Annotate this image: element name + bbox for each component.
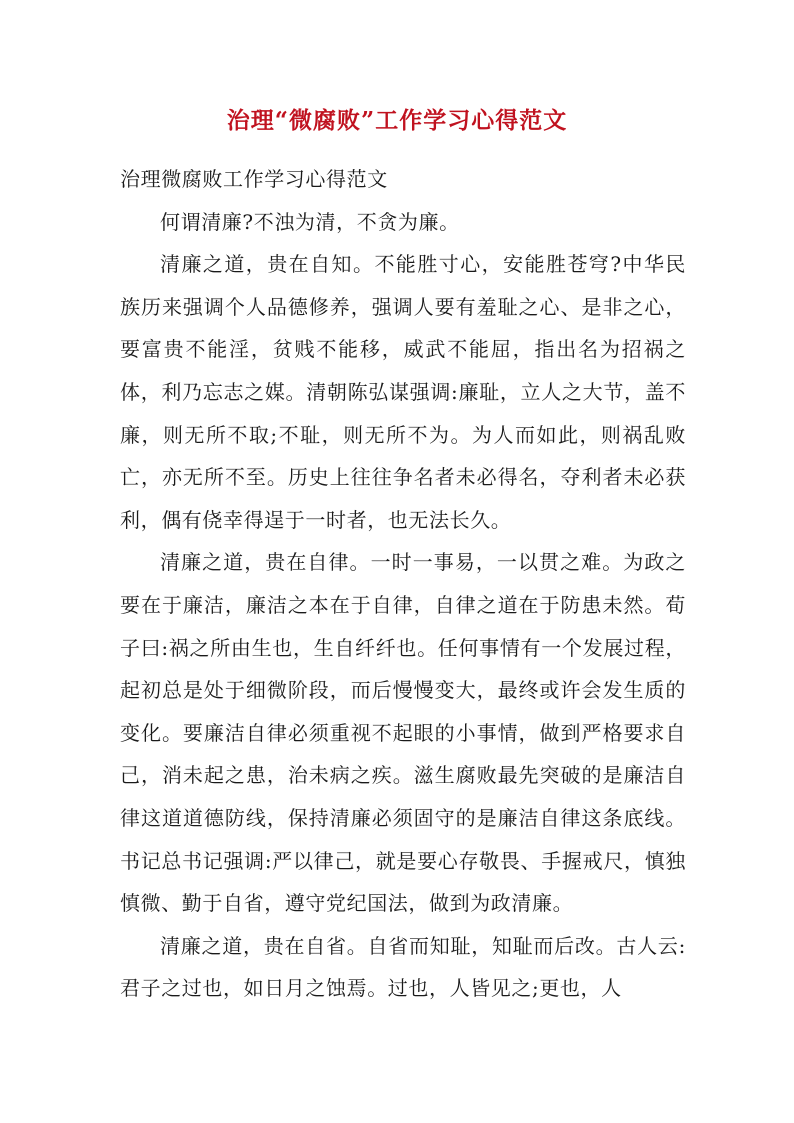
document-subtitle: 治理微腐败工作学习心得范文 <box>120 167 388 191</box>
paragraph-3: 清廉之道，贵在自律。一时一事易，一以贯之难。为政之要在于廉洁，廉洁之本在于自律，自律之道在于防患未然。荀子曰:祸之所由生也，生自纤纤也。任何事情有一个发展过程，起初总是处于细微阶段，而后慢慢变大，最终或许会发生质的变化。要廉洁自律必须重视不起眼的小事情，做到严格要求自己，消未起之患，治未病之疾。滋生腐败最先突破的是廉洁自律这道道德防线，保持清廉必须固守的是廉洁自律这条底线。书记总书记强调:严以律己，就是要心存敬畏、手握戒尺，慎独慎微、勤于自省，遵守党纪国法，做到为政清廉。 <box>120 550 686 916</box>
document-body <box>120 158 686 1010</box>
paragraph-1: 何谓清廉?不浊为清，不贪为廉。 <box>160 209 460 234</box>
paragraph-4: 清廉之道，贵在自省。自省而知耻，知耻而后改。古人云:君子之过也，如日月之蚀焉。过也，人皆见之;更也，人 <box>120 933 686 1001</box>
document-title: 治理“微腐败”工作学习心得范文 <box>226 107 568 134</box>
paragraph-2: 清廉之道，贵在自知。不能胜寸心，安能胜苍穹?中华民族历来强调个人品德修养，强调人要有羞耻之心、是非之心，要富贵不能淫，贫贱不能移，威武不能屈，指出名为招祸之体，利乃忘志之媒。清朝陈弘谋强调:廉耻，立人之大节，盖不廉，则无所不取;不耻，则无所不为。为人而如此，则祸乱败亡，亦无所不至。历史上往往争名者未必得名，夺利者未必获利，偶有侥幸得逞于一时者，也无法长久。 <box>120 252 686 532</box>
